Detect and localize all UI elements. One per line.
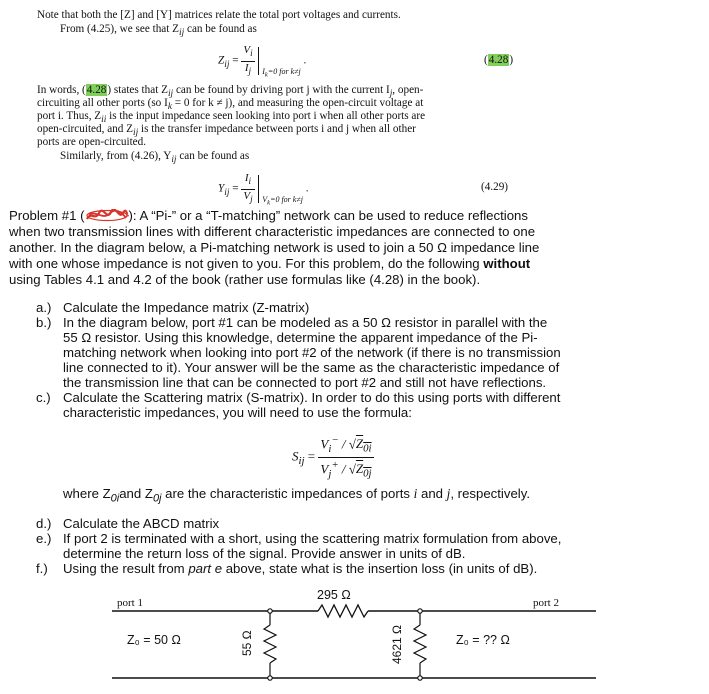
book-para-line-1: In words, (4.28) states that $Z_{ij}$ can be found by driving port j with the current $I_j$, open- [37,84,424,100]
eq1-lhs-sub: ij [224,59,230,70]
book-para-line-2: circuiting all other ports (so $I_k = 0$ for k ≠ j), and measuring the open-circuit voltage at [37,97,424,113]
problem-line-4: with one whose impedance is not given to you. For this problem, do the following without [9,256,531,271]
book-para-line-4: open-circuited, and $Z_{ij}$ is the transfer impedance between ports i and j when all other [37,123,416,139]
ref-4-28-highlight: 4.28 [86,84,107,96]
scribble-mark [85,209,129,222]
eq2-num-sub: i [248,176,252,187]
equation-4-28: $Z_{ij}$ = $\frac{V_i}{I_j}$ $_{I_k=0 for k\ne j}$ . [218,44,307,79]
book-para-line-5: ports are open-circuited. [37,136,147,148]
eq1-number-highlight: 4.28 [488,54,509,66]
eq2-num: I [244,172,249,184]
book-para-line-3: port i. Thus, $Z_{ii}$ is the input impedance seen looking into port i when all other ports are [37,110,426,126]
eq1-condition: Ik=0 for k≠j [262,66,301,79]
series-resistor-label: 295 Ω [317,588,351,602]
eq2-lhs: Y [218,182,225,195]
node-bottom-right [418,676,422,680]
eq1-num-sub: i [250,48,253,59]
z-left-label: Z₀ = 50 Ω [127,633,181,647]
without-bold: without [483,256,531,271]
problem-line-1: Problem #1 ( ): A “Pi-” or a “T-matching” network can be used to reduce reflections [9,208,528,223]
equation-number-4-29: (4.29) [481,181,509,193]
eq2-condition: Vk=0 for k≠j [262,194,303,207]
eq1-num: V [243,44,251,56]
problem-line-2: when two transmission lines with different characteristic impedances are connected to one [9,224,536,239]
shunt-left-label: 55 Ω [240,630,254,656]
eq2-den: V [243,189,251,202]
port2-label: port 2 [533,597,559,609]
pi-network-diagram [0,585,709,694]
book-line-2-text: From (4.25), we see that Z [60,23,179,35]
book-line-2-end: can be found as [184,23,257,35]
eq2-fraction [241,172,254,206]
eq2-lhs-sub: ij [224,187,230,198]
shunt-right-label: 4621 Ω [390,625,404,664]
eq1-fraction [241,44,254,78]
book-line-2-sub: ij [179,28,185,39]
node-top-right [418,609,422,613]
eq2-den-sub: j [250,193,253,204]
book-line-1: Note that both the [Z] and [Y] matrices relate the total port voltages and currents. [37,9,401,21]
node-top-left [268,609,272,613]
series-resistor [318,605,368,617]
equation-number-4-28: (4.28) [484,54,514,66]
book-para-line-6: Similarly, from (4.26), $Y_{ij}$ can be found as [60,150,250,166]
node-bottom-left [268,676,272,680]
equation-4-29: $Y_{ij}$ = $\frac{I_i}{V_j}$ $_{V_k=0 for k\ne j}$ . [218,172,309,207]
shunt-resistor-right [414,625,426,663]
shunt-resistor-left [264,625,276,663]
book-line-2 [60,23,257,41]
z-right-label: Z₀ = ?? Ω [456,633,510,647]
port1-label: port 1 [117,597,143,609]
eq1-den-sub: j [248,65,252,76]
problem-label: Problem #1 ( [9,208,85,223]
problem-line-3: another. In the diagram below, a Pi-matching network is used to join a 50 Ω impedance line [9,240,540,255]
eq1-lhs: Z [218,54,225,67]
where-line: where $Z_{0i}and$ $Z_{0j}$ are the characteristic impedances of ports i and j, respectively. [63,486,530,505]
eq1-den: I [244,61,249,74]
s-param-fraction: $\frac{V_i^- / √Z_{0i}}{V_j^+ / √Z_{0j}}$ [320,434,372,481]
problem-line-5: using Tables 4.1 and 4.2 of the book (rather use formulas like (4.28) in the book). [9,272,481,287]
s-param-formula: $S_{ij}$ = $\frac{V_i^- / √Z_{0i}}{V_j^+ / √Z_{0j}}$ [292,433,374,482]
